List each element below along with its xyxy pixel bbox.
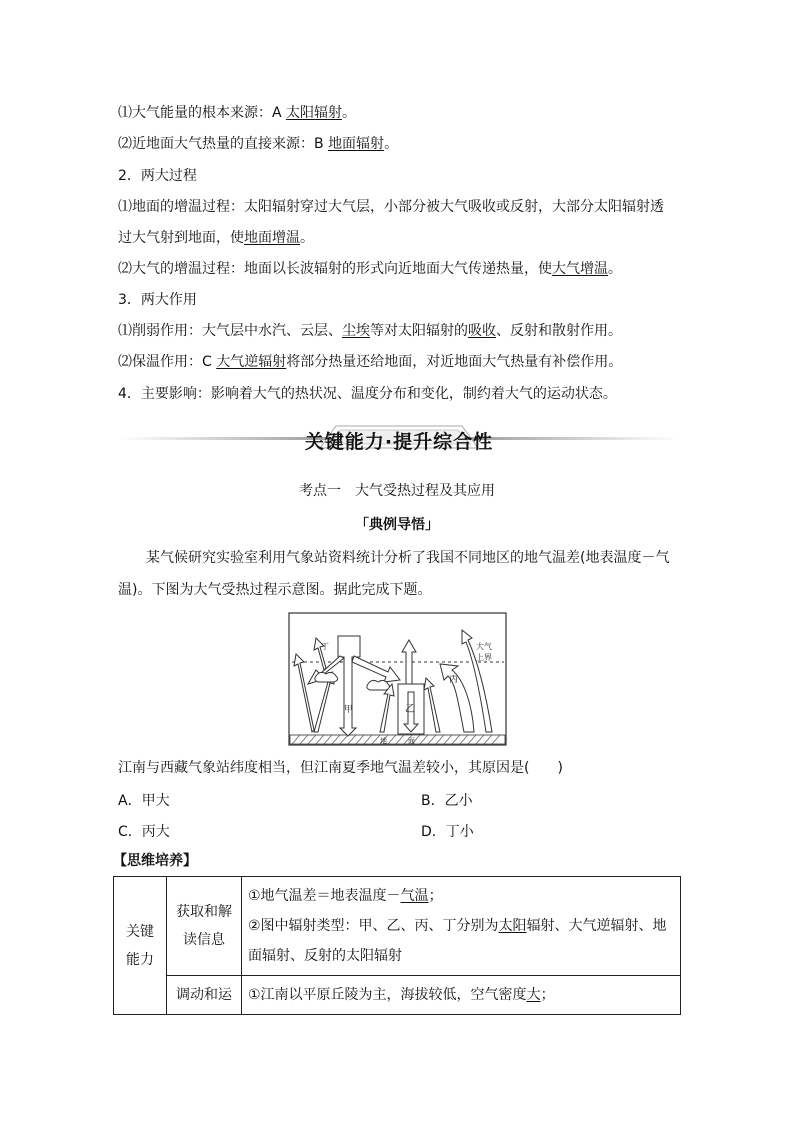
table-cell-row1-line2 (242, 911, 681, 941)
example-label: 「典例导悟」 (355, 517, 439, 533)
answer-blank: 尘埃 (342, 323, 370, 339)
table-cell-row1-line1 (242, 877, 681, 912)
answer-blank: 大气增温 (552, 261, 608, 277)
section-heading: 2．两大过程 (118, 168, 197, 184)
text-segment: 。 (342, 105, 357, 121)
cloud-icon (315, 672, 338, 682)
table-cell-row1-line3: 面辐射、反射的太阳辐射 (242, 941, 681, 976)
answer-blank: 地面辐射 (328, 136, 385, 152)
text-segment: ②图中辐射类型：甲、乙、丙、丁分别为 (248, 918, 499, 934)
text-segment: ①地气温差＝地表温度－ (248, 888, 401, 904)
diagram-svg (288, 612, 508, 747)
section-heading: 3．两大作用 (118, 292, 197, 308)
answer-blank: 气温 (400, 888, 429, 904)
text-segment: ①江南以平原丘陵为主，海拔较低，空气密度 (248, 987, 527, 1003)
answer-blank: 大 (526, 987, 541, 1003)
text-segment: ⑴大气能量的根本来源：A (118, 105, 287, 121)
thinking-heading: 【思维培养】 (113, 853, 197, 869)
option-d[interactable]: D．丁小 (421, 824, 474, 840)
table-cell-row2-line1 (242, 976, 681, 1015)
text-segment: ⑵大气的增温过程：地面以长波辐射的形式向近地面大气传递热量，使 (118, 261, 552, 277)
text-segment: ⑵保温作用：C (118, 354, 217, 370)
atmosphere-heating-diagram (288, 612, 508, 751)
text-segment: 、反射和散射作用。 (496, 323, 622, 339)
option-c[interactable]: C．丙大 (118, 824, 170, 840)
label-top2: 上界 (476, 653, 492, 662)
text-segment: 。 (608, 261, 622, 277)
text-line (118, 321, 622, 341)
thinking-table (113, 876, 681, 1015)
answer-blank: 太阳 (498, 918, 527, 934)
text-segment: ； (428, 888, 443, 904)
text-segment: 过大气射到地面，使 (118, 230, 244, 246)
answer-blank: 太阳辐射 (286, 105, 343, 121)
label-top1: 大气 (476, 642, 492, 651)
table-cell-row2-label: 调动和运 (167, 976, 242, 1015)
label-jia: 甲 (344, 705, 354, 715)
text-line (118, 228, 314, 248)
text-line (118, 352, 622, 372)
text-segment: 等对太阳辐射的 (370, 323, 468, 339)
text-line: 4．主要影响：影响着大气的热状况、温度分布和变化，制约着大气的运动状态。 (118, 386, 617, 402)
text-segment: ⑵近地面大气热量的直接来源：B (118, 136, 329, 152)
text-line: ⑴地面的增温过程：太阳辐射穿过大气层，小部分被大气吸收或反射，大部分太阳辐射透 (118, 199, 664, 215)
topic-title: 考点一 大气受热过程及其应用 (299, 483, 495, 499)
table-cell-key-ability: 关键 能力 (114, 877, 167, 1015)
label-yi: 乙 (405, 704, 415, 715)
section-banner (120, 424, 678, 454)
label-bing: 丙 (449, 675, 459, 685)
label-ding: 丁 (321, 642, 329, 651)
label-ground1: 地 (380, 737, 387, 745)
table-cell-row1-label: 获取和解 读信息 (167, 877, 242, 976)
text-segment: 将部分热量还给地面，对近地面大气热量有补偿作用。 (286, 354, 623, 370)
answer-blank: 吸收 (468, 323, 496, 339)
text-line (118, 103, 356, 123)
option-b[interactable]: B．乙小 (421, 793, 473, 809)
question-stem: 某气候研究实验室利用气象站资料统计分析了我国不同地区的地气温差(地表温度－气 (146, 550, 670, 566)
cloud-icon (367, 680, 390, 690)
text-line (118, 259, 622, 279)
text-segment: ； (540, 987, 555, 1003)
question-ask: 江南与西藏气象站纬度相当，但江南夏季地气温差较小，其原因是( ) (118, 760, 563, 776)
text-line (118, 134, 398, 154)
text-segment: 辐射、大气逆辐射、地 (526, 918, 667, 934)
answer-blank: 大气逆辐射 (216, 354, 287, 370)
label-ground2: 面 (408, 737, 415, 745)
banner-title: 关键能力·提升综合性 (304, 431, 494, 453)
text-segment: 。 (300, 230, 314, 246)
text-segment: 。 (384, 136, 399, 152)
option-a[interactable]: A．甲大 (118, 793, 170, 809)
text-segment: ⑴削弱作用：大气层中水汽、云层、 (118, 323, 342, 339)
question-stem: 温)。下图为大气受热过程示意图。据此完成下题。 (118, 582, 432, 598)
answer-blank: 地面增温 (244, 230, 300, 246)
